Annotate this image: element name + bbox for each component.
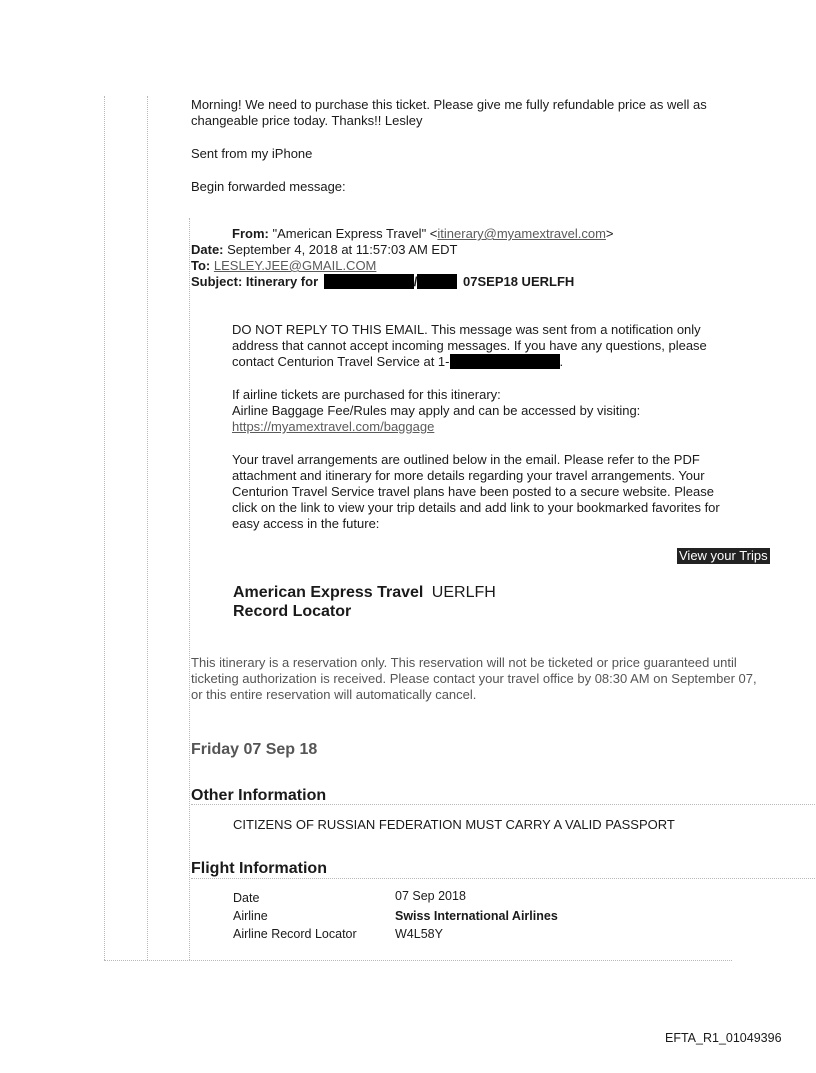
redaction-block — [450, 354, 560, 369]
date-label: Date: — [191, 242, 224, 257]
flight-row-label: Date — [233, 891, 260, 905]
day-heading: Friday 07 Sep 18 — [191, 741, 318, 758]
date-value: September 4, 2018 at 11:57:03 AM EDT — [227, 242, 458, 257]
other-info-divider — [191, 804, 815, 805]
from-name: "American Express Travel" < — [272, 226, 438, 241]
other-info-text: CITIZENS OF RUSSIAN FEDERATION MUST CARRY A VALID PASSPORT — [233, 817, 675, 832]
intro-line-1: Morning! We need to purchase this ticket. Please give me fully refundable price as well as — [191, 97, 707, 112]
subject-slash: / — [413, 274, 418, 289]
arrangements-line-1: Your travel arrangements are outlined below in the email. Please refer to the PDF — [232, 452, 700, 467]
record-locator-line-1 — [233, 583, 496, 602]
arrangements-line-5: easy access in the future: — [232, 516, 380, 531]
baggage-line-1: If airline tickets are purchased for this itinerary: — [232, 387, 501, 402]
header-from — [232, 226, 614, 242]
notice-line-3-end: . — [559, 354, 564, 369]
notice-line-3 — [232, 354, 563, 370]
bottom-divider — [104, 960, 732, 961]
subject-label: Subject: Itinerary for — [191, 274, 319, 289]
header-to — [191, 258, 376, 274]
arrangements-line-3: Centurion Travel Service travel plans have been posted to a secure website. Please — [232, 484, 714, 499]
forwarded-label: Begin forwarded message: — [191, 179, 346, 194]
arrangements-line-2: attachment and itinerary for more details regarding your travel arrangements. Your — [232, 468, 705, 483]
arrangements-line-4: click on the link to view your trip details and add link to your bookmarked favorites for — [232, 500, 720, 515]
sent-from: Sent from my iPhone — [191, 146, 313, 161]
redaction-block — [324, 274, 414, 289]
record-code: UERLFH — [431, 584, 496, 601]
quote-bar-left — [104, 96, 105, 960]
notice-line-1: DO NOT REPLY TO THIS EMAIL. This message was sent from a notification only — [232, 322, 701, 337]
other-info-title: Other Information — [191, 787, 327, 804]
flight-row-label: Airline Record Locator — [233, 927, 357, 941]
baggage-link[interactable]: https://myamextravel.com/baggage — [232, 419, 435, 434]
baggage-line-2: Airline Baggage Fee/Rules may apply and can be accessed by visiting: — [232, 403, 641, 418]
reservation-line-2: ticketing authorization is received. Please contact your travel office by 08:30 AM on September 07, — [191, 671, 757, 686]
notice-line-3-text: contact Centurion Travel Service at 1- — [232, 354, 450, 369]
header-date — [191, 242, 457, 258]
from-email-link[interactable]: itinerary@myamextravel.com — [437, 226, 606, 241]
redaction-block — [417, 274, 457, 289]
quote-bar-inner — [189, 218, 190, 960]
view-trips-button[interactable]: View your Trips — [679, 548, 768, 563]
flight-info-divider — [191, 878, 815, 879]
from-label: From: — [232, 226, 269, 241]
reservation-line-3: or this entire reservation will automatically cancel. — [191, 687, 477, 702]
to-email-link[interactable]: LESLEY.JEE@GMAIL.COM — [213, 258, 377, 273]
record-title: American Express Travel — [233, 584, 424, 601]
notice-line-2: address that cannot accept incoming messages. If you have any questions, please — [232, 338, 707, 353]
to-label: To: — [191, 258, 211, 273]
flight-row-value: W4L58Y — [395, 927, 443, 941]
flight-row-label: Airline — [233, 909, 268, 923]
flight-row-value: 07 Sep 2018 — [395, 889, 466, 903]
quote-bar-middle — [147, 96, 148, 960]
record-locator-label: Record Locator — [233, 603, 352, 620]
subject-tail: 07SEP18 UERLFH — [463, 274, 575, 289]
document-id: EFTA_R1_01049396 — [665, 1031, 782, 1045]
reservation-line-1: This itinerary is a reservation only. This reservation will not be ticketed or price guaranteed until — [191, 655, 737, 670]
flight-row-value: Swiss International Airlines — [395, 909, 558, 923]
from-close: > — [605, 226, 614, 241]
flight-info-title: Flight Information — [191, 860, 327, 877]
header-subject — [191, 274, 574, 290]
intro-line-2: changeable price today. Thanks!! Lesley — [191, 113, 423, 128]
